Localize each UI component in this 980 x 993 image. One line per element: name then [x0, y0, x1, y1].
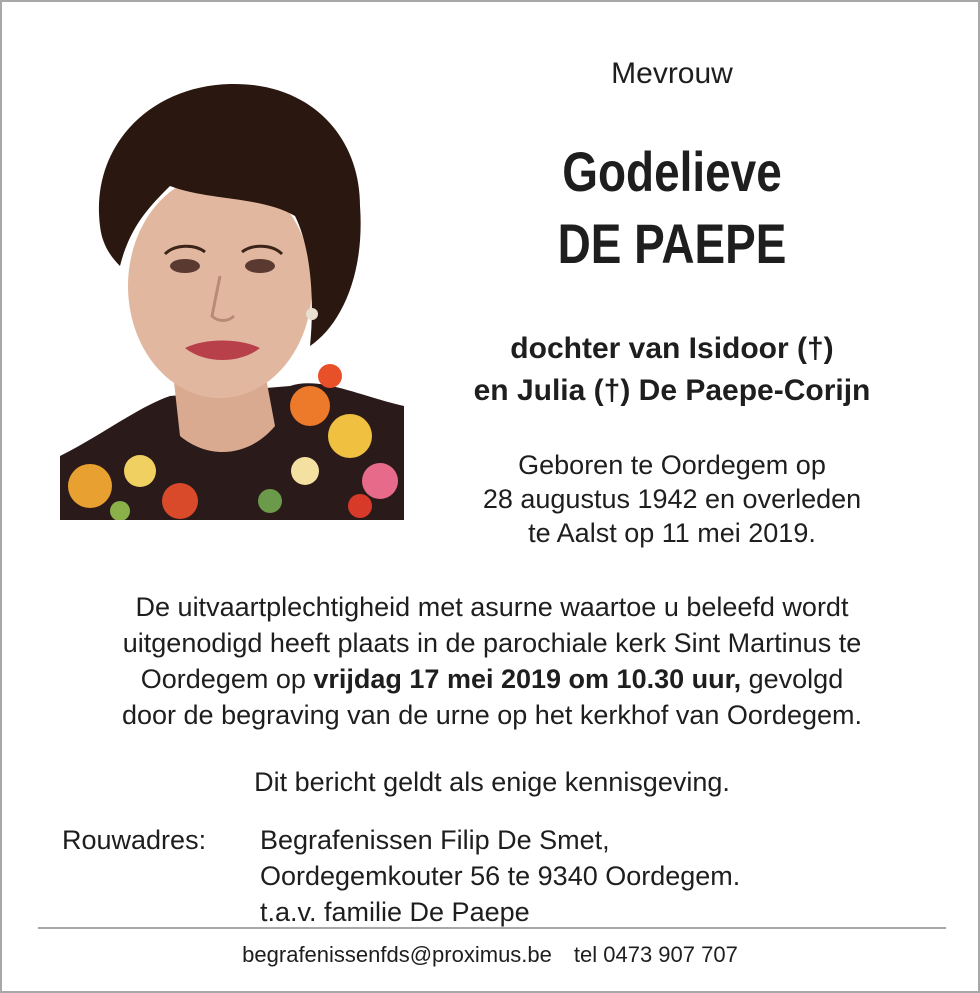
ceremony-line-2: uitgenodigd heeft plaats in de parochiale kerk Sint Martinus te	[122, 628, 862, 658]
birth-line-1: Geboren te Oordegem op	[518, 450, 826, 480]
deceased-name	[483, 136, 860, 280]
ceremony-line-3-post: gevolgd	[741, 664, 844, 694]
address-line-3: t.a.v. familie De Paepe	[260, 897, 530, 927]
notice-text: Dit bericht geldt als enige kennisgeving.	[254, 767, 730, 797]
parents-info	[422, 328, 922, 412]
footer	[2, 940, 978, 970]
ceremony-line-3	[42, 661, 942, 697]
footer-phone[interactable]: tel 0473 907 707	[573, 942, 738, 967]
birth-line-3: te Aalst op 11 mei 2019.	[528, 518, 816, 548]
address-line-1: Begrafenissen Filip De Smet,	[260, 825, 610, 855]
last-name: DE PAEPE	[557, 212, 787, 275]
address-line-2: Oordegemkouter 56 te 9340 Oordegem.	[260, 861, 741, 891]
portrait-photo	[60, 76, 404, 520]
address-block	[260, 822, 740, 930]
parents-line-2: en Julia (†) De Paepe-Corijn	[473, 374, 871, 407]
footer-divider	[38, 927, 946, 929]
ceremony-line-4: door de begraving van de urne op het kerkhof van Oordegem.	[122, 700, 862, 730]
parents-line-1: dochter van Isidoor (†)	[510, 332, 834, 365]
salutation: Mevrouw	[611, 57, 733, 90]
ceremony-line-1: De uitvaartplechtigheid met asurne waartoe u beleefd wordt	[135, 592, 849, 622]
ceremony-line-3-pre: Oordegem op	[140, 664, 314, 694]
birth-death-info	[422, 448, 922, 550]
birth-line-2: 28 augustus 1942 en overleden	[482, 484, 862, 514]
first-name: Godelieve	[562, 140, 782, 203]
footer-email[interactable]: begrafenissenfds@proximus.be	[242, 942, 552, 967]
ceremony-info	[42, 589, 942, 733]
address-label: Rouwadres:	[62, 825, 207, 855]
ceremony-datetime: vrijdag 17 mei 2019 om 10.30 uur,	[313, 664, 742, 694]
